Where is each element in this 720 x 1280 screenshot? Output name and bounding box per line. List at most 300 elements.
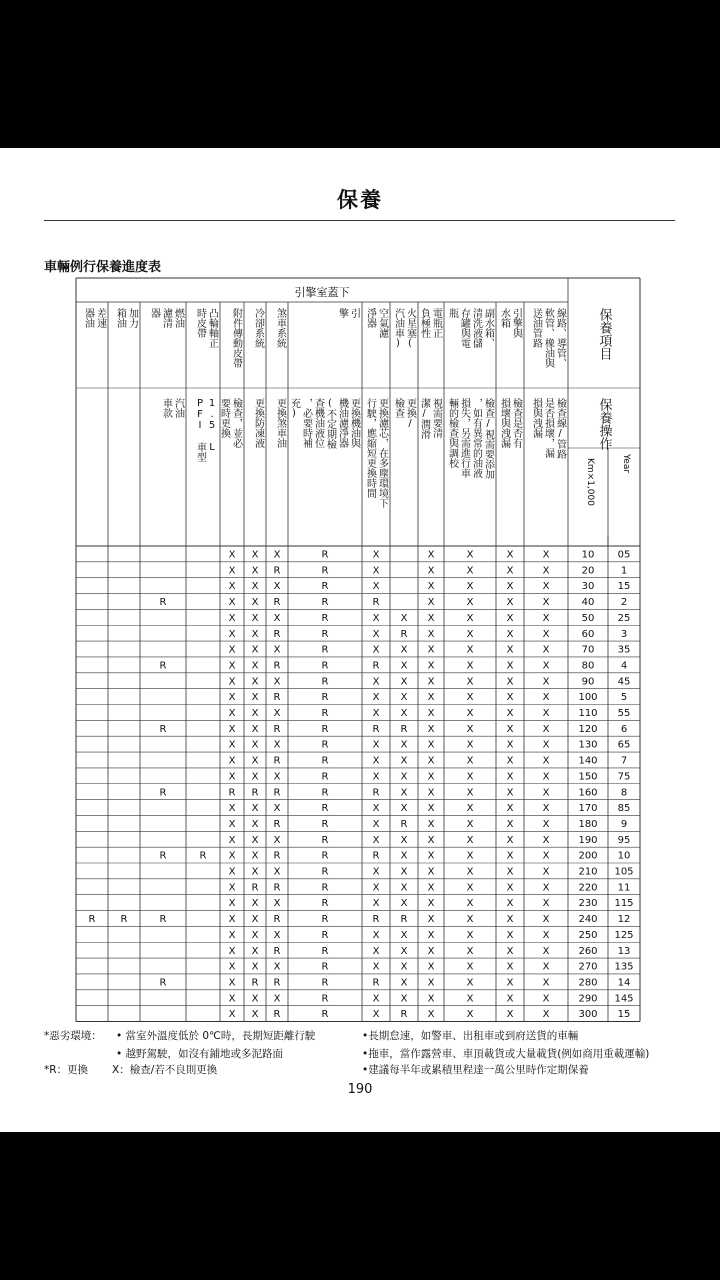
km-cell: 220 (578, 882, 598, 894)
schedule-mark: R (251, 882, 259, 894)
schedule-mark: X (251, 818, 259, 830)
schedule-mark: X (506, 692, 514, 704)
schedule-mark: R (400, 818, 408, 830)
year-cell: 135 (614, 961, 634, 973)
schedule-mark: X (273, 834, 281, 846)
item-operation-0: 是否損壞，漏 (542, 398, 554, 458)
schedule-mark: X (466, 565, 474, 577)
schedule-mark: X (400, 977, 408, 989)
schedule-mark: R (321, 866, 329, 878)
schedule-mark: X (506, 977, 514, 989)
schedule-mark: X (372, 818, 380, 830)
schedule-mark: X (542, 929, 550, 941)
schedule-mark: X (506, 644, 514, 656)
schedule-mark: X (228, 628, 236, 640)
schedule-mark: X (372, 929, 380, 941)
schedule-mark: X (542, 723, 550, 735)
schedule-mark: X (273, 961, 281, 973)
schedule-mark: X (506, 708, 514, 720)
schedule-mark: X (542, 581, 550, 593)
schedule-mark: R (159, 914, 167, 926)
schedule-mark: X (372, 898, 380, 910)
schedule-mark: X (228, 866, 236, 878)
km-cell: 280 (578, 977, 598, 989)
harsh-note-1: • 當室外溫度低於 0℃時，長期短距離行駛 (116, 1030, 316, 1042)
schedule-mark: X (251, 597, 259, 609)
item-label-13: 器油 (82, 308, 94, 328)
schedule-mark: X (466, 803, 474, 815)
schedule-mark: X (506, 882, 514, 894)
schedule-mark: X (372, 692, 380, 704)
schedule-mark: R (372, 977, 380, 989)
page-title: 保養 (337, 188, 383, 212)
schedule-mark: X (372, 866, 380, 878)
item-label-3: 負極性 (418, 308, 430, 338)
schedule-mark: X (466, 771, 474, 783)
year-cell: 4 (620, 660, 628, 672)
schedule-mark: R (321, 676, 329, 688)
item-operation-6: 查機油液位 (312, 398, 324, 448)
item-operation-0: 損與洩漏 (530, 398, 542, 438)
schedule-mark: X (506, 676, 514, 688)
schedule-mark: X (228, 945, 236, 957)
schedule-mark: X (251, 898, 259, 910)
km-cell: 100 (578, 692, 598, 704)
item-operation-5: 更換濾芯，在多塵環境下 (376, 398, 388, 508)
item-operation-2: ，如有異常的油液 (470, 398, 482, 478)
schedule-mark: X (427, 755, 435, 767)
year-cell: 15 (617, 1009, 631, 1021)
km-cell: 80 (581, 660, 595, 672)
km-cell: 290 (578, 993, 598, 1005)
schedule-mark: R (120, 914, 128, 926)
year-cell: 11 (617, 882, 631, 894)
km-cell: 170 (578, 803, 598, 815)
item-operation-6: ，必要時補 (300, 398, 312, 448)
item-label-11: 燃油 (172, 308, 184, 328)
schedule-mark: R (321, 993, 329, 1005)
schedule-mark: R (321, 597, 329, 609)
km-cell: 120 (578, 723, 598, 735)
schedule-mark: R (372, 914, 380, 926)
schedule-mark: R (273, 787, 281, 799)
schedule-mark: X (228, 834, 236, 846)
year-header: Year (621, 454, 631, 474)
year-cell: 05 (617, 549, 631, 561)
item-operation-1: 損壞與洩漏 (498, 398, 510, 448)
year-cell: 3 (620, 628, 628, 640)
schedule-mark: X (251, 739, 259, 751)
schedule-mark: X (228, 755, 236, 767)
schedule-mark: X (372, 644, 380, 656)
schedule-mark: X (506, 581, 514, 593)
item-label-11: 濾清 (160, 308, 172, 328)
schedule-mark: X (228, 723, 236, 735)
schedule-mark: X (251, 771, 259, 783)
schedule-mark: R (273, 628, 281, 640)
item-operation-2: 損失，另需進行車 (458, 398, 470, 478)
manual-page (0, 148, 720, 1132)
legend-inspect: X：檢查/若不良則更換 (112, 1064, 218, 1076)
item-operation-0: 檢查線/管路 (554, 398, 566, 459)
year-cell: 65 (617, 739, 631, 751)
schedule-mark: R (400, 1009, 408, 1021)
schedule-mark: R (321, 771, 329, 783)
schedule-mark: X (506, 866, 514, 878)
schedule-mark: X (372, 1009, 380, 1021)
schedule-mark: X (506, 961, 514, 973)
op-column-header: 保養操作 (596, 398, 612, 450)
item-operation-2: 輛的檢查與調校 (446, 398, 458, 468)
km-cell: 90 (581, 676, 595, 688)
schedule-mark: X (251, 628, 259, 640)
item-label-3: 電瓶正 (430, 308, 442, 338)
schedule-mark: X (466, 866, 474, 878)
schedule-mark: X (251, 565, 259, 577)
schedule-mark: X (273, 581, 281, 593)
km-cell: 140 (578, 755, 598, 767)
schedule-mark: R (321, 787, 329, 799)
schedule-mark: X (506, 628, 514, 640)
schedule-mark: R (321, 961, 329, 973)
schedule-mark: R (273, 660, 281, 672)
year-cell: 75 (617, 771, 631, 783)
item-label-2: 瓶 (446, 308, 458, 318)
item-label-11: 器 (148, 308, 160, 318)
item-operation-4: 更換/ (404, 398, 416, 429)
harsh-note-4: •拖車，當作露營車、車頂載貨或大量載貨(例如商用重載運輸) (362, 1048, 650, 1060)
schedule-mark: X (251, 834, 259, 846)
schedule-mark: R (321, 628, 329, 640)
schedule-mark: R (321, 834, 329, 846)
schedule-mark: X (427, 993, 435, 1005)
year-cell: 35 (617, 644, 631, 656)
schedule-mark: X (542, 549, 550, 561)
schedule-mark: X (542, 692, 550, 704)
schedule-mark: X (273, 929, 281, 941)
schedule-mark: X (372, 771, 380, 783)
year-cell: 6 (620, 723, 628, 735)
schedule-mark: X (400, 676, 408, 688)
schedule-mark: X (273, 549, 281, 561)
item-operation-9: 要時更換 (218, 398, 230, 438)
schedule-mark: X (506, 898, 514, 910)
item-operation-8: 更換防凍液 (252, 398, 264, 448)
item-label-9: 附件傳動皮帶 (230, 308, 242, 368)
schedule-mark: X (273, 644, 281, 656)
schedule-mark: X (400, 834, 408, 846)
schedule-mark: X (251, 850, 259, 862)
schedule-mark: X (400, 771, 408, 783)
schedule-mark: X (273, 771, 281, 783)
schedule-mark: X (506, 787, 514, 799)
item-label-1: 水箱 (498, 308, 510, 328)
schedule-mark: X (372, 676, 380, 688)
schedule-mark: R (251, 787, 259, 799)
schedule-mark: R (273, 565, 281, 577)
item-operation-7: 更換煞車油 (274, 398, 286, 448)
schedule-mark: X (251, 1009, 259, 1021)
schedule-mark: X (228, 993, 236, 1005)
schedule-mark: X (372, 755, 380, 767)
schedule-mark: R (321, 708, 329, 720)
schedule-mark: R (273, 1009, 281, 1021)
group-header-label: 引擎室蓋下 (294, 286, 350, 299)
schedule-mark: X (228, 818, 236, 830)
schedule-mark: X (466, 612, 474, 624)
year-cell: 8 (620, 787, 628, 799)
km-cell: 200 (578, 850, 598, 862)
schedule-mark: X (251, 993, 259, 1005)
schedule-mark: R (321, 739, 329, 751)
schedule-mark: X (542, 882, 550, 894)
year-cell: 15 (617, 581, 631, 593)
item-label-8: 冷卻系統 (252, 308, 264, 348)
schedule-mark: R (273, 850, 281, 862)
schedule-mark: X (400, 945, 408, 957)
schedule-mark: X (251, 866, 259, 878)
item-column-header: 保養項目 (596, 308, 612, 360)
schedule-mark: X (506, 755, 514, 767)
schedule-mark: X (466, 977, 474, 989)
schedule-mark: X (228, 1009, 236, 1021)
schedule-mark: R (273, 723, 281, 735)
schedule-mark: X (506, 565, 514, 577)
schedule-mark: X (251, 644, 259, 656)
schedule-mark: X (466, 723, 474, 735)
km-cell: 110 (578, 708, 598, 720)
schedule-mark: X (372, 581, 380, 593)
schedule-mark: R (228, 787, 236, 799)
schedule-mark: X (251, 929, 259, 941)
schedule-mark: X (427, 850, 435, 862)
schedule-mark: R (159, 660, 167, 672)
schedule-mark: R (273, 692, 281, 704)
schedule-mark: X (372, 961, 380, 973)
schedule-mark: X (466, 787, 474, 799)
schedule-mark: R (321, 660, 329, 672)
schedule-mark: X (506, 945, 514, 957)
km-cell: 230 (578, 898, 598, 910)
schedule-mark: X (400, 692, 408, 704)
schedule-mark: X (542, 945, 550, 957)
km-cell: 190 (578, 834, 598, 846)
schedule-mark: X (273, 993, 281, 1005)
schedule-mark: R (321, 565, 329, 577)
schedule-mark: X (273, 803, 281, 815)
schedule-mark: X (542, 898, 550, 910)
item-label-2: 存罐與電 (458, 308, 470, 348)
schedule-mark: X (542, 993, 550, 1005)
schedule-mark: R (372, 597, 380, 609)
schedule-mark: X (427, 628, 435, 640)
schedule-mark: X (400, 882, 408, 894)
item-label-4: 火星塞( (404, 308, 416, 349)
schedule-mark: X (427, 692, 435, 704)
schedule-mark: X (466, 708, 474, 720)
km-cell: 250 (578, 929, 598, 941)
schedule-mark: R (321, 945, 329, 957)
schedule-mark: X (427, 914, 435, 926)
schedule-mark: X (466, 961, 474, 973)
km-cell: 70 (581, 644, 595, 656)
schedule-mark: X (400, 993, 408, 1005)
schedule-mark: X (251, 581, 259, 593)
item-label-0: 軟管、橡油與 (542, 308, 554, 368)
year-cell: 1 (620, 565, 628, 577)
schedule-mark: X (273, 898, 281, 910)
schedule-mark: R (159, 787, 167, 799)
schedule-mark: R (400, 914, 408, 926)
schedule-mark: X (228, 977, 236, 989)
item-operation-3: 潔/潤滑 (418, 398, 430, 439)
schedule-mark: X (542, 834, 550, 846)
year-cell: 5 (620, 692, 628, 704)
year-cell: 2 (620, 597, 628, 609)
schedule-mark: X (372, 565, 380, 577)
item-label-6: 引 (348, 308, 360, 318)
km-cell: 160 (578, 787, 598, 799)
schedule-mark: X (427, 676, 435, 688)
schedule-mark: R (273, 755, 281, 767)
km-cell: 10 (581, 549, 595, 561)
item-operation-6: 機油濾淨器 (336, 398, 348, 448)
schedule-mark: X (228, 581, 236, 593)
schedule-mark: X (273, 866, 281, 878)
schedule-mark: X (372, 612, 380, 624)
schedule-mark: X (400, 612, 408, 624)
schedule-mark: X (466, 660, 474, 672)
schedule-mark: R (321, 692, 329, 704)
schedule-mark: X (400, 787, 408, 799)
schedule-mark: X (542, 644, 550, 656)
schedule-mark: R (321, 723, 329, 735)
item-operation-10: PFI 車型 (194, 398, 206, 462)
schedule-mark: X (251, 914, 259, 926)
schedule-mark: R (321, 755, 329, 767)
harsh-note-2: • 越野駕駛，如沒有鋪地或多泥路面 (116, 1048, 284, 1060)
schedule-mark: X (372, 834, 380, 846)
schedule-mark: X (372, 993, 380, 1005)
item-operation-6: (不定期檢 (324, 398, 336, 449)
year-cell: 145 (614, 993, 634, 1005)
schedule-mark: X (427, 945, 435, 957)
item-operation-1: 檢查是否有 (510, 398, 522, 448)
schedule-mark: X (542, 914, 550, 926)
schedule-mark: R (321, 898, 329, 910)
schedule-mark: X (427, 565, 435, 577)
year-cell: 125 (614, 929, 634, 941)
schedule-mark: X (427, 723, 435, 735)
schedule-mark: X (466, 1009, 474, 1021)
schedule-mark: X (542, 771, 550, 783)
schedule-mark: X (506, 739, 514, 751)
schedule-mark: X (273, 708, 281, 720)
schedule-mark: X (466, 914, 474, 926)
year-cell: 9 (620, 818, 628, 830)
schedule-mark: X (506, 1009, 514, 1021)
schedule-mark: R (273, 914, 281, 926)
schedule-mark: X (427, 787, 435, 799)
schedule-mark: R (159, 597, 167, 609)
schedule-mark: R (321, 914, 329, 926)
schedule-mark: X (466, 692, 474, 704)
schedule-mark: X (251, 660, 259, 672)
schedule-mark: R (273, 597, 281, 609)
schedule-mark: X (251, 612, 259, 624)
schedule-mark: X (400, 803, 408, 815)
service-advice: •建議每半年或累積里程達一萬公里時作定期保養 (362, 1064, 589, 1076)
schedule-mark: X (427, 929, 435, 941)
year-cell: 95 (617, 834, 631, 846)
schedule-mark: X (466, 739, 474, 751)
schedule-mark: R (321, 1009, 329, 1021)
schedule-mark: R (159, 723, 167, 735)
km-cell: 60 (581, 628, 595, 640)
schedule-mark: X (372, 549, 380, 561)
schedule-mark: X (251, 723, 259, 735)
item-label-12: 箱油 (114, 308, 126, 328)
km-header: Km×1,000 (585, 458, 595, 506)
item-label-1: 引擎與 (510, 308, 522, 338)
schedule-mark: X (228, 676, 236, 688)
schedule-mark: X (228, 929, 236, 941)
schedule-mark: X (372, 803, 380, 815)
schedule-mark: X (542, 597, 550, 609)
schedule-mark: X (542, 961, 550, 973)
schedule-mark: X (427, 612, 435, 624)
item-label-5: 淨器 (364, 308, 376, 328)
schedule-mark: X (542, 612, 550, 624)
year-cell: 45 (617, 676, 631, 688)
schedule-mark: X (542, 850, 550, 862)
schedule-mark: X (466, 898, 474, 910)
schedule-mark: R (251, 977, 259, 989)
schedule-mark: X (251, 549, 259, 561)
schedule-mark: X (228, 882, 236, 894)
schedule-mark: X (228, 612, 236, 624)
schedule-mark: X (372, 739, 380, 751)
schedule-mark: X (542, 660, 550, 672)
schedule-mark: X (400, 755, 408, 767)
schedule-mark: X (542, 565, 550, 577)
year-cell: 25 (617, 612, 631, 624)
schedule-mark: R (88, 914, 96, 926)
item-label-10: 時皮帶 (194, 308, 206, 338)
schedule-mark: X (273, 676, 281, 688)
schedule-mark: X (228, 660, 236, 672)
km-cell: 50 (581, 612, 595, 624)
schedule-mark: R (321, 803, 329, 815)
schedule-mark: X (427, 977, 435, 989)
schedule-mark: X (542, 977, 550, 989)
year-cell: 10 (617, 850, 631, 862)
schedule-mark: X (542, 739, 550, 751)
item-operation-11: 車款 (160, 398, 172, 418)
schedule-mark: X (372, 945, 380, 957)
schedule-mark: R (321, 977, 329, 989)
item-label-7: 煞車系統 (274, 308, 286, 348)
item-label-5: 空氣濾 (376, 308, 388, 338)
km-cell: 300 (578, 1009, 598, 1021)
km-cell: 180 (578, 818, 598, 830)
schedule-mark: R (273, 882, 281, 894)
schedule-mark: X (542, 755, 550, 767)
km-cell: 30 (581, 581, 595, 593)
schedule-mark: X (466, 850, 474, 862)
schedule-mark: X (427, 739, 435, 751)
schedule-mark: X (228, 739, 236, 751)
